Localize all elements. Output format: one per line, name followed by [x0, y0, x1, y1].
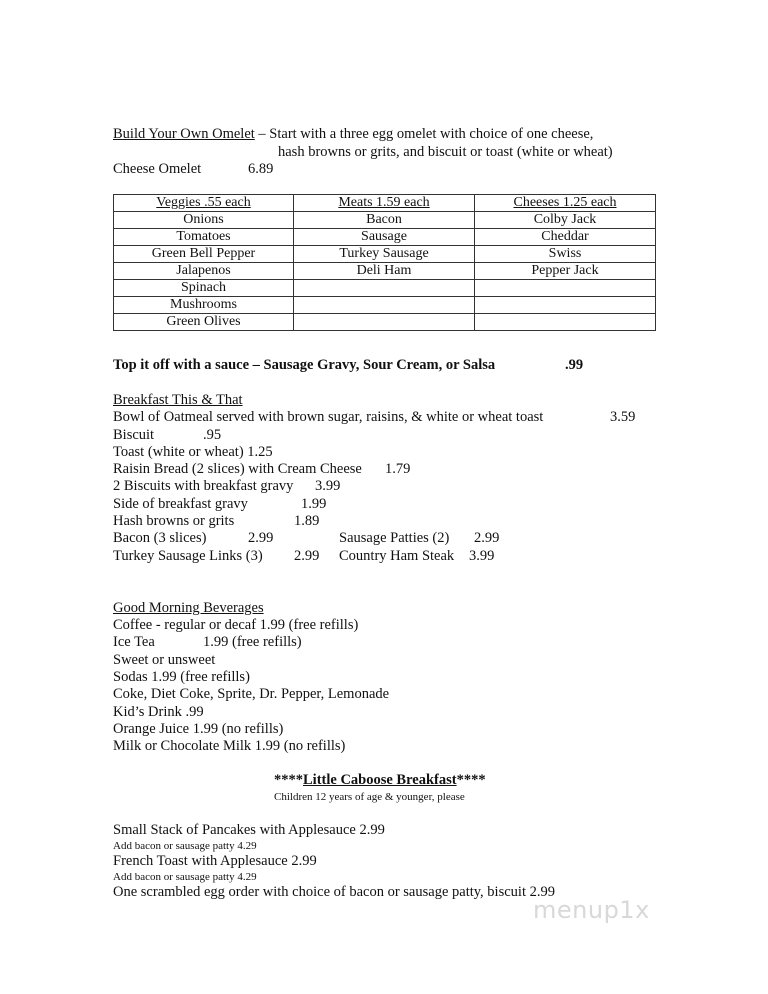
biscuits-gravy-item: 2 Biscuits with breakfast gravy: [113, 478, 294, 494]
oatmeal-price: 3.59: [610, 409, 636, 425]
french-toast-addon: Add bacon or sausage patty 4.29: [113, 871, 257, 883]
raisin-bread-item: Raisin Bread (2 slices) with Cream Cheese: [113, 461, 362, 477]
biscuits-gravy-price: 3.99: [315, 478, 341, 494]
pancakes-addon: Add bacon or sausage patty 4.29: [113, 840, 257, 852]
table-row: [114, 263, 656, 280]
kids-drink-item: Kid’s Drink .99: [113, 704, 204, 720]
breakfast-heading: Breakfast This & That: [113, 392, 243, 408]
omelet-addons-table: [113, 194, 656, 331]
omelet-description-line1: – Start with a three egg omelet with choice of one cheese,: [258, 126, 594, 142]
kids-menu-subheading: Children 12 years of age & younger, please: [274, 791, 465, 803]
side-gravy-price: 1.99: [301, 496, 327, 512]
table-cell: Tomatoes: [114, 229, 294, 246]
coffee-item: Coffee - regular or decaf 1.99 (free refills): [113, 617, 359, 633]
kids-heading-title: Little Caboose Breakfast: [303, 772, 457, 788]
veggies-header: Veggies .55 each: [114, 195, 294, 212]
table-cell: [475, 314, 656, 331]
table-row: [114, 297, 656, 314]
omelet-intro: [113, 126, 593, 143]
table-cell: Deli Ham: [294, 263, 475, 280]
hashbrowns-item: Hash browns or grits: [113, 513, 235, 529]
soda-list: Coke, Diet Coke, Sprite, Dr. Pepper, Lemonade: [113, 686, 390, 702]
table-cell: Spinach: [114, 280, 294, 297]
sauce-price: .99: [565, 357, 584, 373]
turkey-links-price: 2.99: [294, 548, 320, 564]
table-row: [114, 229, 656, 246]
omelet-heading: Build Your Own Omelet: [113, 126, 255, 142]
table-cell: Green Olives: [114, 314, 294, 331]
table-cell: Jalapenos: [114, 263, 294, 280]
sauce-line: Top it off with a sauce – Sausage Gravy, Sour Cream, or Salsa: [113, 357, 496, 373]
sausage-patties-price: 2.99: [474, 530, 500, 546]
table-cell: Green Bell Pepper: [114, 246, 294, 263]
table-cell: Colby Jack: [475, 212, 656, 229]
hashbrowns-price: 1.89: [294, 513, 320, 529]
table-cell: [475, 297, 656, 314]
side-gravy-item: Side of breakfast gravy: [113, 496, 248, 512]
milk-item: Milk or Chocolate Milk 1.99 (no refills): [113, 738, 346, 754]
kids-heading-suffix: ****: [456, 772, 486, 788]
table-row: [114, 314, 656, 331]
table-cell: Pepper Jack: [475, 263, 656, 280]
ice-tea-item: Ice Tea: [113, 634, 155, 650]
french-toast-item: French Toast with Applesauce 2.99: [113, 853, 317, 869]
raisin-bread-price: 1.79: [385, 461, 411, 477]
table-row: [114, 246, 656, 263]
biscuit-price: .95: [203, 427, 222, 443]
toast-item: Toast (white or wheat) 1.25: [113, 444, 273, 460]
cheese-omelet-price: 6.89: [248, 161, 274, 177]
cheese-omelet-item: Cheese Omelet: [113, 161, 202, 177]
table-cell: [294, 314, 475, 331]
turkey-links-item: Turkey Sausage Links (3): [113, 548, 263, 564]
table-cell: Bacon: [294, 212, 475, 229]
omelet-description-line2: hash browns or grits, and biscuit or toast (white or wheat): [278, 144, 613, 160]
ham-steak-price: 3.99: [469, 548, 495, 564]
table-header-row: [114, 195, 656, 212]
table-cell: Onions: [114, 212, 294, 229]
kids-heading-prefix: ****: [274, 772, 303, 788]
table-cell: Swiss: [475, 246, 656, 263]
table-cell: Mushrooms: [114, 297, 294, 314]
bacon-item: Bacon (3 slices): [113, 530, 207, 546]
table-cell: [475, 280, 656, 297]
cheeses-header: Cheeses 1.25 each: [475, 195, 656, 212]
sodas-item: Sodas 1.99 (free refills): [113, 669, 250, 685]
orange-juice-item: Orange Juice 1.99 (no refills): [113, 721, 284, 737]
table-cell: [294, 280, 475, 297]
bacon-price: 2.99: [248, 530, 274, 546]
table-row: [114, 280, 656, 297]
table-cell: Turkey Sausage: [294, 246, 475, 263]
sausage-patties-item: Sausage Patties (2): [339, 530, 450, 546]
biscuit-item: Biscuit: [113, 427, 155, 443]
ice-tea-price: 1.99 (free refills): [203, 634, 302, 650]
egg-order-item: One scrambled egg order with choice of bacon or sausage patty, biscuit 2.99: [113, 884, 555, 900]
table-row: [114, 212, 656, 229]
table-cell: Sausage: [294, 229, 475, 246]
oatmeal-item: Bowl of Oatmeal served with brown sugar, raisins, & white or wheat toast: [113, 409, 544, 425]
table-cell: [294, 297, 475, 314]
menupix-watermark: menup1x: [533, 896, 650, 924]
tea-note: Sweet or unsweet: [113, 652, 216, 668]
pancakes-item: Small Stack of Pancakes with Applesauce 2.99: [113, 822, 385, 838]
kids-menu-heading: [274, 772, 486, 789]
table-cell: Cheddar: [475, 229, 656, 246]
meats-header: Meats 1.59 each: [294, 195, 475, 212]
beverages-heading: Good Morning Beverages: [113, 600, 264, 616]
ham-steak-item: Country Ham Steak: [339, 548, 455, 564]
